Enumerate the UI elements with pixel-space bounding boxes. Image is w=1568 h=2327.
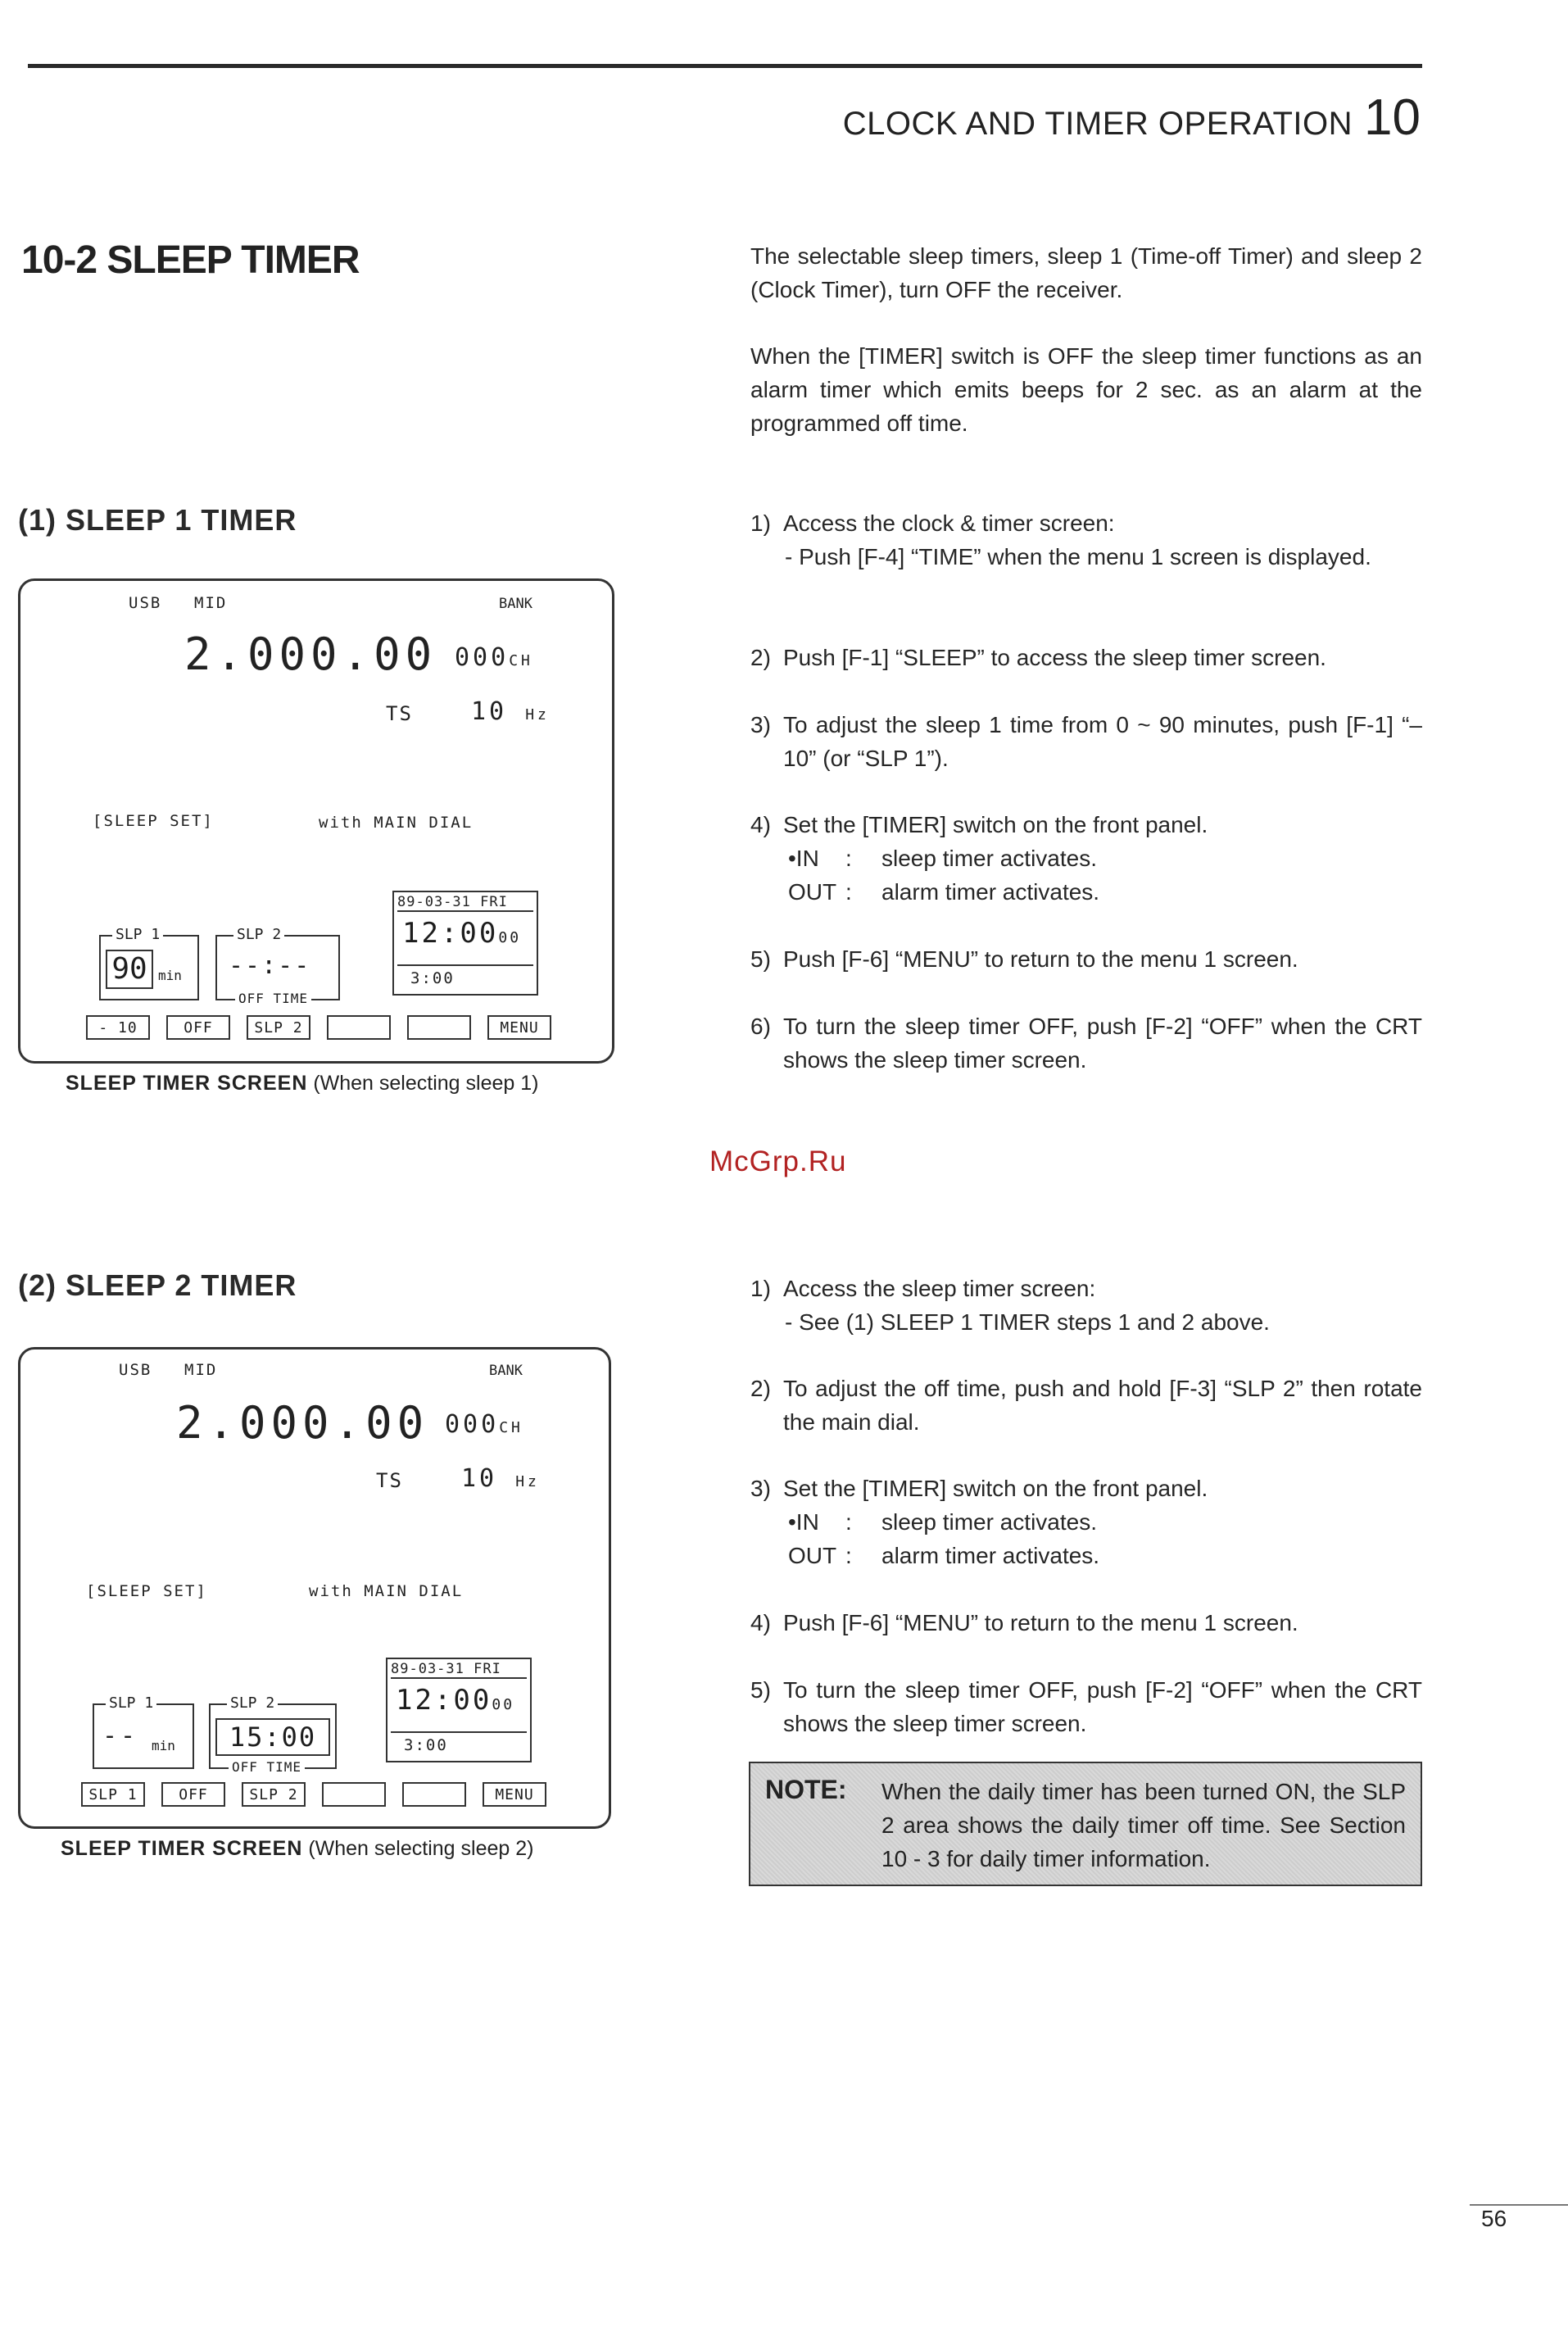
intro-paragraph-2: When the [TIMER] switch is OFF the sleep timer functions as an alarm timer which emits beeps for 2 sec. as an alarm at the programmed off time. <box>750 343 1422 436</box>
tuning-step-value: 10 Hz <box>461 1464 540 1493</box>
tuning-step-value: 10 Hz <box>471 697 550 726</box>
slp2-value: --:-- <box>229 951 311 980</box>
sleep1-heading: (1) SLEEP 1 TIMER <box>18 503 297 537</box>
main-dial-hint: with MAIN DIAL <box>309 1582 464 1600</box>
top-rule <box>28 64 1422 68</box>
clock-readout: 12:0000 <box>402 917 522 950</box>
fkey-f2[interactable]: OFF <box>161 1782 225 1807</box>
sleep2-step-4: 4) Push [F-6] “MENU” to return to the menu 1 screen. <box>750 1610 1298 1635</box>
bank-indicator: BANK <box>489 1363 523 1379</box>
fkey-f4[interactable] <box>327 1015 391 1040</box>
chapter-number: 10 <box>1364 89 1421 146</box>
watermark: McGrp.Ru <box>709 1145 847 1177</box>
clock-panel <box>392 891 538 996</box>
function-key-row <box>86 1015 551 1040</box>
slp1-value: -- <box>102 1721 139 1750</box>
fkey-f4[interactable] <box>322 1782 386 1807</box>
clock-readout: 12:0000 <box>396 1684 515 1717</box>
intro-paragraph-1: The selectable sleep timers, sleep 1 (Time-off Timer) and sleep 2 (Clock Timer), turn OFF the receiver. <box>750 243 1422 302</box>
sleep1-timer-screen <box>18 578 614 1064</box>
fkey-f3[interactable]: SLP 2 <box>242 1782 306 1807</box>
slp1-label: SLP 1 <box>112 926 163 943</box>
fkey-f5[interactable] <box>402 1782 466 1807</box>
fkey-f6[interactable]: MENU <box>487 1015 551 1040</box>
sleep1-step-5: 5) Push [F-6] “MENU” to return to the menu 1 screen. <box>750 946 1298 972</box>
sleep1-step-2: 2) Push [F-1] “SLEEP” to access the sleep timer screen. <box>750 645 1326 670</box>
slp1-label: SLP 1 <box>106 1694 156 1712</box>
off-time-label: OFF TIME <box>229 1759 305 1775</box>
fkey-f1[interactable]: SLP 1 <box>81 1782 145 1807</box>
section-heading: 10-2 SLEEP TIMER <box>21 238 360 282</box>
tuning-step-label: TS <box>376 1469 403 1492</box>
chapter-title <box>843 88 1421 147</box>
channel-readout: 000CH <box>445 1410 523 1439</box>
agc-indicator: MID <box>194 594 228 612</box>
slp1-unit: min <box>152 1738 175 1753</box>
mode-indicator: USB <box>129 594 162 612</box>
small-time-readout: 3:00 <box>397 964 533 987</box>
date-readout: 89-03-31 FRI <box>391 1661 527 1679</box>
fkey-f1[interactable]: - 10 <box>86 1015 150 1040</box>
sleep2-heading: (2) SLEEP 2 TIMER <box>18 1268 297 1302</box>
sleep2-caption: SLEEP TIMER SCREEN (When selecting sleep 2) <box>61 1837 534 1860</box>
note-text: When the daily timer has been turned ON, the SLP 2 area shows the daily timer off time. See Section 10 - 3 for daily timer information. <box>881 1779 1406 1871</box>
fkey-f6[interactable]: MENU <box>483 1782 546 1807</box>
sleep2-step-3: 3) Set the [TIMER] switch on the front panel. •IN : sleep timer activates. OUT : alarm timer activates. <box>750 1476 1208 1568</box>
slp1-unit: min <box>158 968 182 983</box>
sleep2-step-1: 1) Access the sleep timer screen: - See (1) SLEEP 1 TIMER steps 1 and 2 above. <box>750 1276 1270 1335</box>
off-time-label: OFF TIME <box>235 991 311 1006</box>
page-number: 56 <box>1481 2206 1507 2231</box>
slp2-label: SLP 2 <box>227 1694 278 1712</box>
agc-indicator: MID <box>184 1361 218 1379</box>
slp1-panel <box>93 1694 194 1769</box>
date-readout: 89-03-31 FRI <box>397 894 533 912</box>
tuning-step-label: TS <box>386 702 413 725</box>
fkey-f2[interactable]: OFF <box>166 1015 230 1040</box>
fkey-f3[interactable]: SLP 2 <box>247 1015 310 1040</box>
sleep-set-label: [SLEEP SET] <box>86 1582 207 1600</box>
note-box <box>749 1762 1422 1886</box>
frequency-readout: 2.000.00 <box>184 628 437 680</box>
note-label: NOTE: <box>765 1775 847 1804</box>
slp2-panel <box>209 1694 337 1775</box>
fkey-f5[interactable] <box>407 1015 471 1040</box>
function-key-row <box>81 1782 546 1807</box>
sleep2-timer-screen <box>18 1347 611 1829</box>
channel-readout: 000CH <box>455 643 533 672</box>
slp1-panel <box>99 926 199 1000</box>
bank-indicator: BANK <box>499 596 532 612</box>
slp2-value: 15:00 <box>215 1718 330 1756</box>
sleep1-caption: SLEEP TIMER SCREEN (When selecting sleep 1) <box>66 1072 539 1095</box>
sleep1-step-4: 4) Set the [TIMER] switch on the front panel. •IN : sleep timer activates. OUT : alarm timer activates. <box>750 812 1208 905</box>
slp2-panel <box>215 926 340 1006</box>
sleep2-step-5: 5) To turn the sleep timer OFF, push [F-2] “OFF” when the CRT shows the sleep timer screen. <box>750 1677 1422 1736</box>
sleep-set-label: [SLEEP SET] <box>93 812 214 830</box>
slp2-label: SLP 2 <box>233 926 284 943</box>
sleep1-step-3: 3) To adjust the sleep 1 time from 0 ~ 90 minutes, push [F-1] “–10” (or “SLP 1”). <box>750 712 1422 771</box>
main-dial-hint: with MAIN DIAL <box>319 814 474 832</box>
chapter-title-text: CLOCK AND TIMER OPERATION <box>842 106 1353 142</box>
slp1-value: 90 <box>106 950 153 989</box>
frequency-readout: 2.000.00 <box>176 1397 429 1449</box>
sleep1-step-1: 1) Access the clock & timer screen: - Push [F-4] “TIME” when the menu 1 screen is displayed. <box>750 510 1371 569</box>
clock-panel <box>386 1658 532 1762</box>
sleep2-step-2: 2) To adjust the off time, push and hold [F-3] “SLP 2” then rotate the main dial. <box>750 1376 1422 1435</box>
sleep1-step-6: 6) To turn the sleep timer OFF, push [F-2] “OFF” when the CRT shows the sleep timer screen. <box>750 1014 1422 1073</box>
mode-indicator: USB <box>119 1361 152 1379</box>
small-time-readout: 3:00 <box>391 1731 527 1754</box>
